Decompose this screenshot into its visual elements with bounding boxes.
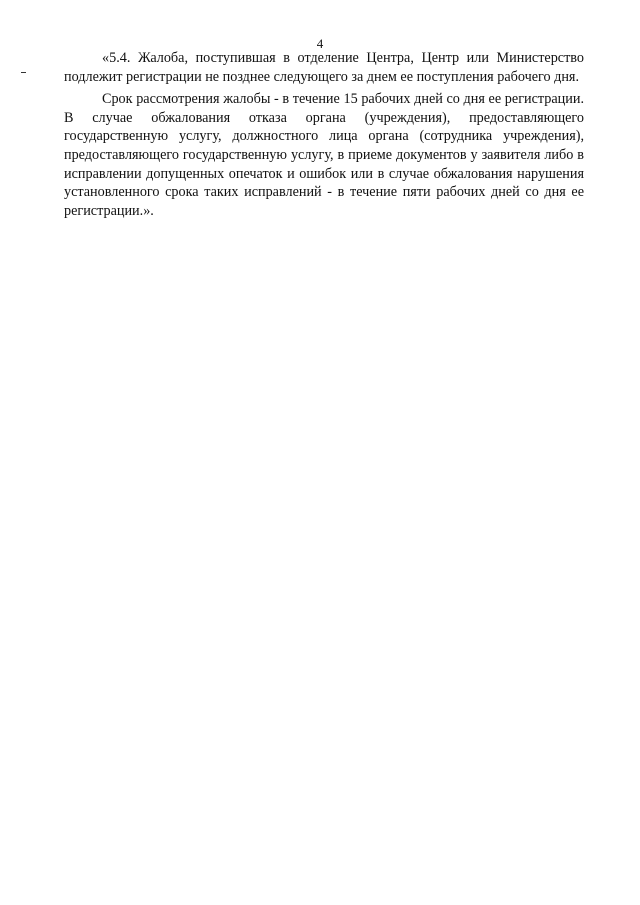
margin-mark [21, 72, 26, 73]
document-body [64, 49, 584, 224]
page-number: 4 [316, 36, 324, 51]
paragraph-complaint-registration: «5.4. Жалоба, поступившая в отделение Центра, Центр или Министерство подлежит регистрации не позднее следующего за днем ее поступления рабочего дня. [64, 50, 584, 85]
paragraph-review-period: Срок рассмотрения жалобы - в течение 15 рабочих дней со дня ее регистрации. В случае обжалования отказа органа (учреждения), предоставляющего государственную услугу, должностного лица органа (сотрудника учреждения), предоставляющего государственную услугу, в приеме документов у заявителя либо в исправлении допущенных опечаток и ошибок или в случае обжалования нарушения установленного срока таких исправлений - в течение пяти рабочих дней со дня ее регистрации.». [64, 91, 584, 219]
